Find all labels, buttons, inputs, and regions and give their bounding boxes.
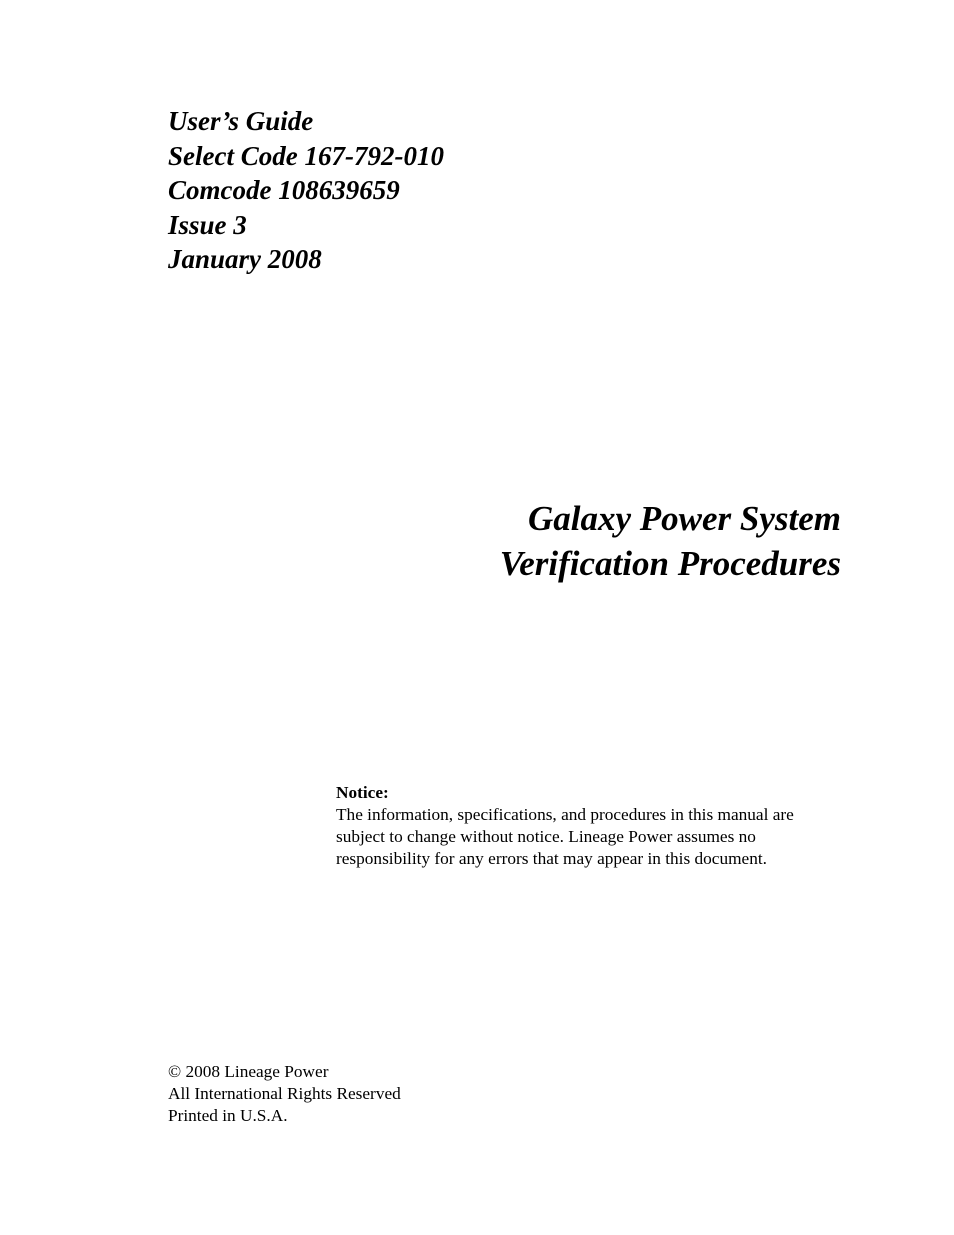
copyright-line: © 2008 Lineage Power (168, 1062, 329, 1081)
document-title-line-2: Verification Procedures (499, 544, 841, 583)
document-title-line-1: Galaxy Power System (527, 499, 841, 538)
issue-label: Issue 3 (168, 209, 247, 240)
select-code-label: Select Code 167-792-010 (168, 140, 444, 171)
notice-text-line-1: The information, specifications, and procedures in this manual are (336, 805, 794, 824)
comcode-label: Comcode 108639659 (168, 175, 400, 205)
copyright-block (168, 1061, 401, 1127)
notice-block (336, 782, 856, 870)
notice-text-line-3: responsibility for any errors that may appear in this document. (336, 849, 767, 868)
guide-type-label: User’s Guide (168, 106, 314, 136)
rights-line: All International Rights Reserved (168, 1084, 401, 1103)
document-title (500, 496, 841, 586)
notice-heading: Notice: (336, 783, 389, 802)
printed-in-line: Printed in U.S.A. (168, 1106, 288, 1125)
notice-text-line-2: subject to change without notice. Lineage Power assumes no (336, 827, 756, 846)
date-label: January 2008 (168, 244, 322, 274)
document-identification-block (168, 104, 444, 277)
